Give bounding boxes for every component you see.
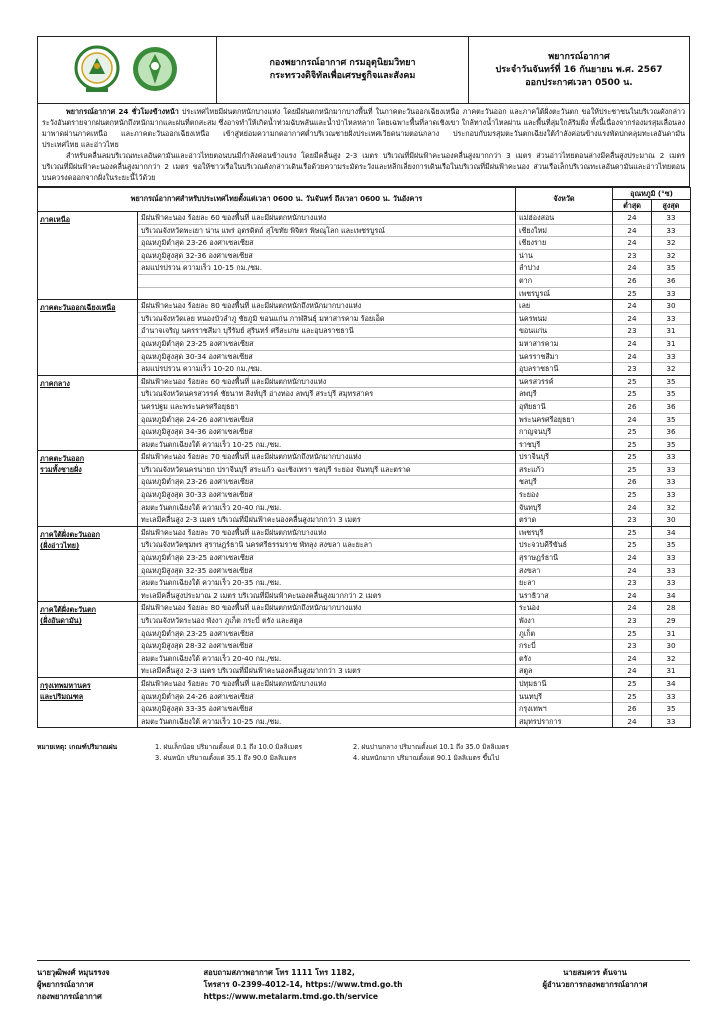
province-name: อุทัยธานี — [516, 401, 612, 414]
forecast-line: ทะเลมีคลื่นสูง 2-3 เมตร บริเวณที่มีฝนฟ้าคะนองคลื่นสูงมากกว่า 3 เมตร — [141, 666, 361, 676]
province-name: สงขลา — [516, 565, 612, 578]
region-forecast — [138, 526, 516, 602]
min-temp: 24 — [613, 565, 651, 578]
max-temp: 31 — [652, 325, 690, 338]
min-temp: 23 — [627, 515, 637, 525]
region-name-line: และปริมณฑล — [40, 691, 84, 701]
forecast-line: มีฝนฟ้าคะนอง ร้อยละ 80 ของพื้นที่ และมีฝนตกหนักถึงหนักมากบางแห่ง — [138, 602, 515, 615]
min-temp-column — [613, 677, 652, 727]
region-name-line: ภาคเหนือ — [40, 215, 71, 224]
region-forecast — [138, 375, 516, 451]
max-temp: 36 — [652, 275, 690, 288]
min-temp: 24 — [613, 212, 651, 225]
province-name: เลย — [516, 300, 612, 313]
max-temp: 31 — [666, 666, 676, 676]
province-name: นนทบุรี — [516, 691, 612, 704]
region-name-line: (ฝั่งอ่าวไทย) — [40, 540, 80, 550]
province-name: นครสวรรค์ — [516, 376, 612, 389]
forecast-line: อุณหภูมิสูงสุด 33-35 องศาเซลเซียส — [138, 703, 515, 716]
province-name-column — [516, 526, 613, 602]
province-name: เชียงใหม่ — [516, 225, 612, 238]
rainfall-note — [37, 742, 690, 764]
note-item: 3. ฝนหนัก ปริมาณตั้งแต่ 35.1 ถึง 90.0 มิลลิเมตร — [155, 754, 297, 763]
min-temp: 24 — [613, 338, 651, 351]
province-name: แม่ฮ่องสอน — [516, 212, 612, 225]
footer — [37, 960, 690, 1003]
header-logos — [38, 37, 217, 103]
province-name: กรุงเทพฯ — [516, 703, 612, 716]
min-temp: 26 — [613, 476, 651, 489]
region-name — [38, 375, 138, 451]
max-temp: 32 — [666, 364, 676, 374]
province-name-column — [516, 677, 613, 727]
region-name-line: กรุงเทพมหานคร — [40, 680, 91, 690]
forecast-line: มีฝนฟ้าคะนอง ร้อยละ 70 ของพื้นที่ และมีฝนตกหนักบางแห่ง — [138, 678, 515, 691]
forecast-line: อุณหภูมิต่ำสุด 23-26 องศาเซลเซียส — [138, 476, 515, 489]
max-temp: 32 — [652, 502, 690, 515]
tmd-logo-icon — [74, 44, 120, 96]
min-temp: 24 — [613, 225, 651, 238]
forecast-line: บริเวณจังหวัดชุมพร สุราษฎร์ธานี นครศรีธรรมราช พัทลุง สงขลา และยะลา — [138, 539, 515, 552]
max-temp-column — [652, 212, 691, 300]
region-forecast — [138, 451, 516, 527]
min-temp: 24 — [627, 666, 637, 676]
max-temp: 33 — [652, 476, 690, 489]
region-forecast — [138, 677, 516, 727]
min-temp: 24 — [613, 414, 651, 427]
max-temp: 33 — [652, 577, 690, 590]
province-name: ยะลา — [516, 577, 612, 590]
max-temp: 31 — [652, 628, 690, 641]
max-temp: 33 — [666, 288, 676, 298]
doc-title: พยากรณ์อากาศ — [548, 51, 610, 62]
table-heading: พยากรณ์อากาศสำหรับประเทศไทยตั้งแต่เวลา 0600 น. วันจันทร์ ถึงเวลา 0600 น. วันอังคาร — [38, 188, 516, 212]
province-name: สระแก้ว — [516, 464, 612, 477]
max-temp: 33 — [652, 351, 690, 364]
forecast-line — [138, 288, 515, 300]
max-temp: 33 — [666, 716, 676, 726]
region-row — [38, 212, 691, 300]
note-item: 2. ฝนปานกลาง ปริมาณตั้งแต่ 10.1 ถึง 35.0 มิลลิเมตร — [353, 743, 509, 752]
province-name: เพชรบูรณ์ — [519, 288, 551, 298]
forecast-line: มีฝนฟ้าคะนอง ร้อยละ 60 ของพื้นที่ และมีฝนตกหนักบางแห่ง — [138, 376, 515, 389]
max-temp: 35 — [652, 388, 690, 401]
region-row — [38, 677, 691, 727]
max-temp-column — [652, 602, 691, 678]
region-name — [38, 602, 138, 678]
min-temp-column — [613, 375, 652, 451]
min-temp: 23 — [613, 250, 651, 263]
province-name: อุบลราชธานี — [519, 364, 559, 374]
forecast-line: ทะเลมีคลื่นสูง 2-3 เมตร บริเวณที่มีฝนฟ้าคะนองคลื่นสูงมากกว่า 3 เมตร — [141, 515, 361, 525]
min-temp: 26 — [613, 401, 651, 414]
max-temp: 30 — [666, 515, 676, 525]
forecast-line — [138, 275, 515, 288]
min-temp: 25 — [613, 527, 651, 540]
doc-date: ประจำวันจันทร์ที่ 16 กันยายน พ.ศ. 2567 — [495, 64, 663, 75]
forecast-line: มีฝนฟ้าคะนอง ร้อยละ 70 ของพื้นที่ และมีฝนตกหนักถึงหนักมากบางแห่ง — [138, 451, 515, 464]
forecast-line: อุณหภูมิสูงสุด 34-36 องศาเซลเซียส — [138, 426, 515, 439]
min-temp: 24 — [627, 590, 637, 600]
bulletin-page — [37, 36, 690, 764]
max-temp: 34 — [666, 590, 676, 600]
min-temp: 24 — [613, 552, 651, 565]
max-temp-header: สูงสุด — [652, 200, 691, 212]
max-temp: 34 — [652, 527, 690, 540]
min-temp: 24 — [613, 300, 651, 313]
province-name-column — [516, 300, 613, 376]
max-temp: 30 — [652, 640, 690, 653]
forecast-line: ทะเลมีคลื่นสูงประมาณ 2 เมตร บริเวณที่มีฝนฟ้าคะนองคลื่นสูงมากกว่า 2 เมตร — [141, 590, 382, 600]
max-temp: 35 — [652, 703, 690, 716]
province-name: นครราชสีมา — [516, 351, 612, 364]
province-name: สุราษฎร์ธานี — [516, 552, 612, 565]
max-temp: 35 — [652, 376, 690, 389]
province-name: ชลบุรี — [516, 476, 612, 489]
province-name: ระยอง — [516, 489, 612, 502]
region-row — [38, 300, 691, 376]
max-temp: 28 — [652, 602, 690, 615]
max-temp-column — [652, 375, 691, 451]
intro-paragraph-1 — [42, 106, 685, 150]
forecast-line: ลมตะวันตกเฉียงใต้ ความเร็ว 20-35 กม./ชม. — [138, 577, 515, 590]
max-temp: 35 — [652, 539, 690, 552]
region-name — [38, 212, 138, 300]
forecaster-block — [37, 967, 167, 1003]
forecast-line: อุณหภูมิสูงสุด 30-34 องศาเซลเซียส — [138, 351, 515, 364]
min-temp-header: ต่ำสุด — [613, 200, 652, 212]
province-name: มหาสารคาม — [516, 338, 612, 351]
forecaster-name: นายวุฒิพงศ์ หมุนรรงจ — [37, 968, 110, 977]
director-role: ผู้อำนวยการกองพยากรณ์อากาศ — [542, 980, 648, 989]
intro-text-1: ประเทศไทยมีฝนตกหนักบางแห่ง โดยมีฝนตกหนักมากบางพื้นที่ ในภาคตะวันออกเฉียงเหนือ ภาคตะวันออก และภาคใต้ฝั่งตะวันตก ขอให้ประชาชนในบริเวณดังกล่าวระวังอันตรายจากฝนตกหนักถึงหนักมากและฝนที่ตกสะสม ซึ่งอาจทำให้เกิดน้ำท่วมฉับพลันและน้ำป่าไหลหลาก โดยเฉพาะพื้นที่ลาดเชิงเขา ใกล้ทางน้ำไหลผ่าน และพื้นที่ลุ่มใกล้ริมฝั่ง ทั้งนี้เนื่องจากร่องมรสุมเลื่อนลงมาพาดผ่านภาคเหนือ และภาคตะวันออกเฉียงเหนือ เข้าสู่หย่อมความกดอากาศต่ำบริเวณชายฝั่งประเทศเวียดนามตอนกลาง ประกอบกับมรสุมตะวันตกเฉียงใต้กำลังค่อนข้างแรงพัดปกคลุมทะเลอันดามัน ประเทศไทย และอ่าวไทย — [42, 107, 686, 149]
min-temp-column — [613, 526, 652, 602]
table-header-row — [38, 188, 691, 200]
min-temp: 25 — [613, 628, 651, 641]
province-name: ตราด — [519, 515, 537, 525]
max-temp: 33 — [652, 313, 690, 326]
province-name-column — [516, 212, 613, 300]
max-temp-column — [652, 300, 691, 376]
max-temp: 33 — [652, 212, 690, 225]
org-name: กองพยากรณ์อากาศ กรมอุตุนิยมวิทยา — [269, 58, 416, 68]
header — [37, 36, 690, 104]
region-forecast — [138, 212, 516, 300]
contact-block — [204, 967, 464, 1003]
forecast-line: อุณหภูมิต่ำสุด 23-25 องศาเซลเซียส — [138, 628, 515, 641]
min-temp: 25 — [613, 691, 651, 704]
max-temp: 31 — [652, 338, 690, 351]
max-temp: 33 — [652, 691, 690, 704]
min-temp: 25 — [613, 678, 651, 691]
max-temp: 30 — [652, 300, 690, 313]
province-name: ระนอง — [516, 602, 612, 615]
max-temp: 32 — [652, 250, 690, 263]
province-column-header: จังหวัด — [516, 188, 613, 212]
province-name-column — [516, 602, 613, 678]
min-temp: 24 — [613, 262, 651, 275]
forecaster-division: กองพยากรณ์อากาศ — [37, 992, 102, 1001]
max-temp: 32 — [652, 237, 690, 250]
note-item: 1. ฝนเล็กน้อย ปริมาณตั้งแต่ 0.1 ถึง 10.0 มิลลิเมตร — [155, 743, 303, 752]
header-org — [217, 37, 469, 103]
note-items — [155, 742, 563, 764]
region-row — [38, 375, 691, 451]
min-temp: 23 — [627, 364, 637, 374]
ministry-logo-icon — [130, 44, 180, 96]
min-temp: 24 — [627, 716, 637, 726]
province-name: ปราจีนบุรี — [516, 451, 612, 464]
min-temp: 25 — [613, 539, 651, 552]
region-name — [38, 677, 138, 727]
province-name: ประจวบคีรีขันธ์ — [516, 539, 612, 552]
forecast-line: อุณหภูมิต่ำสุด 23-25 องศาเซลเซียส — [138, 552, 515, 565]
region-forecast — [138, 602, 516, 678]
forecast-line: อุณหภูมิต่ำสุด 24-26 องศาเซลเซียส — [138, 414, 515, 427]
min-temp-column — [613, 602, 652, 678]
note-item: 4. ฝนหนักมาก ปริมาณตั้งแต่ 90.1 มิลลิเมตร ขึ้นไป — [353, 754, 500, 763]
min-temp: 23 — [613, 640, 651, 653]
forecast-line: บริเวณจังหวัดพะเยา น่าน แพร่ อุตรดิตถ์ สุโขทัย พิจิตร พิษณุโลก และเพชรบูรณ์ — [138, 225, 515, 238]
min-temp: 24 — [613, 602, 651, 615]
min-temp: 23 — [613, 577, 651, 590]
province-name: ภูเก็ต — [516, 628, 612, 641]
forecast-line: มีฝนฟ้าคะนอง ร้อยละ 60 ของพื้นที่ และมีฝนตกหนักบางแห่ง — [138, 212, 515, 225]
max-temp: 36 — [652, 401, 690, 414]
region-name-line: ภาคใต้ฝั่งตะวันตก — [40, 605, 96, 615]
region-name — [38, 451, 138, 527]
header-doc-info — [469, 37, 689, 103]
forecast-line: ลมแปรปรวน ความเร็ว 10-15 กม./ชม. — [138, 262, 515, 275]
forecast-table — [37, 187, 691, 728]
min-temp: 24 — [613, 351, 651, 364]
contact-service-link[interactable]: https://www.metalarm.tmd.go.th/service — [203, 992, 379, 1001]
province-name: พระนครศรีอยุธยา — [516, 414, 612, 427]
forecast-line: อุณหภูมิต่ำสุด 24-26 องศาเซลเซียส — [138, 691, 515, 704]
forecast-line: อุณหภูมิต่ำสุด 23-26 องศาเซลเซียส — [138, 237, 515, 250]
max-temp: 32 — [652, 653, 690, 666]
min-temp: 24 — [613, 237, 651, 250]
intro-paragraph-2: สำหรับคลื่นลมบริเวณทะเลอันดามันและอ่าวไทยตอนบนมีกำลังค่อนข้างแรง โดยมีคลื่นสูง 2-3 เมตร บริเวณที่มีฝนฟ้าคะนองคลื่นสูงมากกว่า 3 เมตร ส่วนอ่าวไทยตอนล่างมีคลื่นสูงประมาณ 2 เมตร บริเวณที่มีฝนฟ้าคะนองคลื่นสูงมากกว่า 2 เมตร ขอให้ชาวเรือในบริเวณดังกล่าวเดินเรือด้วยความระมัดระวังและหลีกเลี่ยงการเดินเรือในบริเวณที่มีฝนฟ้าคะนอง ส่วนเรือเล็กบริเวณทะเลอันดามันและอ่าวไทยตอนบนควรงดออกจากฝั่งในระยะนี้ไว้ด้วย — [42, 151, 685, 182]
region-name-line: รวมทั้งชายฝั่ง — [40, 465, 82, 475]
forecast-line: อุณหภูมิสูงสุด 30-33 องศาเซลเซียส — [138, 489, 515, 502]
max-temp: 33 — [652, 552, 690, 565]
forecast-line: มีฝนฟ้าคะนอง ร้อยละ 70 ของพื้นที่ และมีฝนตกหนักบางแห่ง — [138, 527, 515, 540]
min-temp-column — [613, 212, 652, 300]
province-name: นครพนม — [516, 313, 612, 326]
max-temp: 33 — [652, 565, 690, 578]
province-name-column — [516, 375, 613, 451]
ministry-name: กระทรวงดิจิทัลเพื่อเศรษฐกิจและสังคม — [269, 71, 416, 81]
min-temp: 25 — [613, 376, 651, 389]
region-row — [38, 602, 691, 678]
min-temp: 23 — [613, 615, 651, 628]
region-name-line: (ฝั่งอันดามัน) — [40, 616, 82, 626]
province-name: สตูล — [519, 666, 533, 676]
note-label: หมายเหตุ: เกณฑ์ปริมาณฝน — [37, 743, 118, 752]
min-temp: 26 — [613, 275, 651, 288]
issued-time: ออกประกาศเวลา 0500 น. — [525, 77, 633, 88]
province-name: เพชรบุรี — [516, 527, 612, 540]
max-temp: 35 — [666, 439, 676, 449]
region-name — [38, 300, 138, 376]
min-temp: 24 — [613, 502, 651, 515]
forecast-line: ลมตะวันตกเฉียงใต้ ความเร็ว 10-25 กม./ชม. — [141, 439, 282, 449]
forecast-line: ลมตะวันตกเฉียงใต้ ความเร็ว 20-40 กม./ชม. — [138, 502, 515, 515]
max-temp: 33 — [652, 451, 690, 464]
province-name: ราชบุรี — [519, 439, 541, 449]
min-temp: 25 — [613, 489, 651, 502]
max-temp: 34 — [652, 678, 690, 691]
director-name: นายสมควร ต้นจาน — [563, 968, 627, 977]
min-temp: 25 — [627, 439, 637, 449]
province-name-column — [516, 451, 613, 527]
intro-summary — [37, 104, 690, 187]
max-temp: 33 — [652, 464, 690, 477]
province-name: ลำปาง — [516, 262, 612, 275]
region-name-line: ภาคกลาง — [40, 378, 70, 388]
province-name: เชียงราย — [516, 237, 612, 250]
region-name-line: ภาคตะวันออก — [40, 454, 85, 464]
forecast-line: นครปฐม และพระนครศรีอยุธยา — [138, 401, 515, 414]
province-name: น่าน — [516, 250, 612, 263]
max-temp: 33 — [652, 489, 690, 502]
min-temp-column — [613, 451, 652, 527]
forecast-line: ลมตะวันตกเฉียงใต้ ความเร็ว 20-40 กม./ชม. — [138, 653, 515, 666]
province-name: สมุทรปราการ — [519, 716, 562, 726]
contact-phone: สอบถามสภาพอากาศ โทร 1111 โทร 1182, — [203, 968, 355, 977]
province-name: ปทุมธานี — [516, 678, 612, 691]
max-temp-column — [652, 451, 691, 527]
region-forecast — [138, 300, 516, 376]
province-name: กาญจนบุรี — [516, 426, 612, 439]
min-temp: 25 — [613, 388, 651, 401]
forecast-line: อุณหภูมิสูงสุด 32-36 องศาเซลเซียส — [138, 250, 515, 263]
province-name: ลพบุรี — [516, 388, 612, 401]
min-temp: 25 — [613, 426, 651, 439]
max-temp-column — [652, 526, 691, 602]
forecast-line: บริเวณจังหวัดนครนายก ปราจีนบุรี สระแก้ว ฉะเชิงเทรา ชลบุรี ระยอง จันทบุรี และตราด — [138, 464, 515, 477]
max-temp: 29 — [652, 615, 690, 628]
province-name: พังงา — [516, 615, 612, 628]
province-name: ตาก — [516, 275, 612, 288]
min-temp: 25 — [627, 288, 637, 298]
forecast-line: ลมแปรปรวน ความเร็ว 10-20 กม./ชม. — [141, 364, 262, 374]
max-temp: 36 — [652, 426, 690, 439]
min-temp-column — [613, 300, 652, 376]
forecast-line: บริเวณจังหวัดระนอง พังงา ภูเก็ต กระบี่ ตรัง และสตูล — [138, 615, 515, 628]
max-temp: 35 — [652, 414, 690, 427]
forecast-line: ลมตะวันตกเฉียงใต้ ความเร็ว 10-25 กม./ชม. — [141, 716, 282, 726]
forecast-line: อุณหภูมิสูงสุด 28-32 องศาเซลเซียส — [138, 640, 515, 653]
region-row — [38, 526, 691, 602]
forecast-line: อำนาจเจริญ นครราชสีมา บุรีรัมย์ สุรินทร์ ศรีสะเกษ และอุบลราชธานี — [138, 325, 515, 338]
director-block — [500, 967, 690, 1003]
region-name — [38, 526, 138, 602]
region-row — [38, 451, 691, 527]
max-temp: 35 — [652, 262, 690, 275]
province-name: นราธิวาส — [519, 590, 549, 600]
min-temp: 26 — [613, 703, 651, 716]
forecast-line: มีฝนฟ้าคะนอง ร้อยละ 80 ของพื้นที่ และมีฝนตกหนักถึงหนักมากบางแห่ง — [138, 300, 515, 313]
region-name-line: ภาคตะวันออกเฉียงเหนือ — [40, 303, 116, 313]
max-temp-column — [652, 677, 691, 727]
province-name: ขอนแก่น — [516, 325, 612, 338]
temperature-column-header: อุณหภูมิ (°ซ) — [613, 188, 691, 200]
region-name-line: ภาคใต้ฝั่งตะวันออก — [40, 529, 100, 539]
province-name: กระบี่ — [516, 640, 612, 653]
min-temp: 25 — [613, 451, 651, 464]
contact-fax-web: โทรสาร 0-2399-4012-14, https://www.tmd.go.th — [203, 980, 403, 989]
province-name: ตรัง — [516, 653, 612, 666]
min-temp: 24 — [613, 313, 651, 326]
min-temp: 25 — [613, 464, 651, 477]
forecast-line: อุณหภูมิสูงสุด 32-35 องศาเซลเซียส — [138, 565, 515, 578]
forecast-line: บริเวณจังหวัดนครสวรรค์ ชัยนาท สิงห์บุรี อ่างทอง ลพบุรี สระบุรี สมุทรสาคร — [138, 388, 515, 401]
forecast-line: บริเวณจังหวัดเลย หนองบัวลำภู ชัยภูมิ ขอนแก่น กาฬสินธุ์ มหาสารคาม ร้อยเอ็ด — [138, 313, 515, 326]
min-temp: 23 — [613, 325, 651, 338]
max-temp: 33 — [652, 225, 690, 238]
intro-lead: พยากรณ์อากาศ 24 ชั่วโมงข้างหน้า — [66, 107, 179, 116]
forecast-line: อุณหภูมิต่ำสุด 23-25 องศาเซลเซียส — [138, 338, 515, 351]
min-temp: 24 — [613, 653, 651, 666]
province-name: จันทบุรี — [516, 502, 612, 515]
forecaster-role: ผู้พยากรณ์อากาศ — [37, 980, 94, 989]
